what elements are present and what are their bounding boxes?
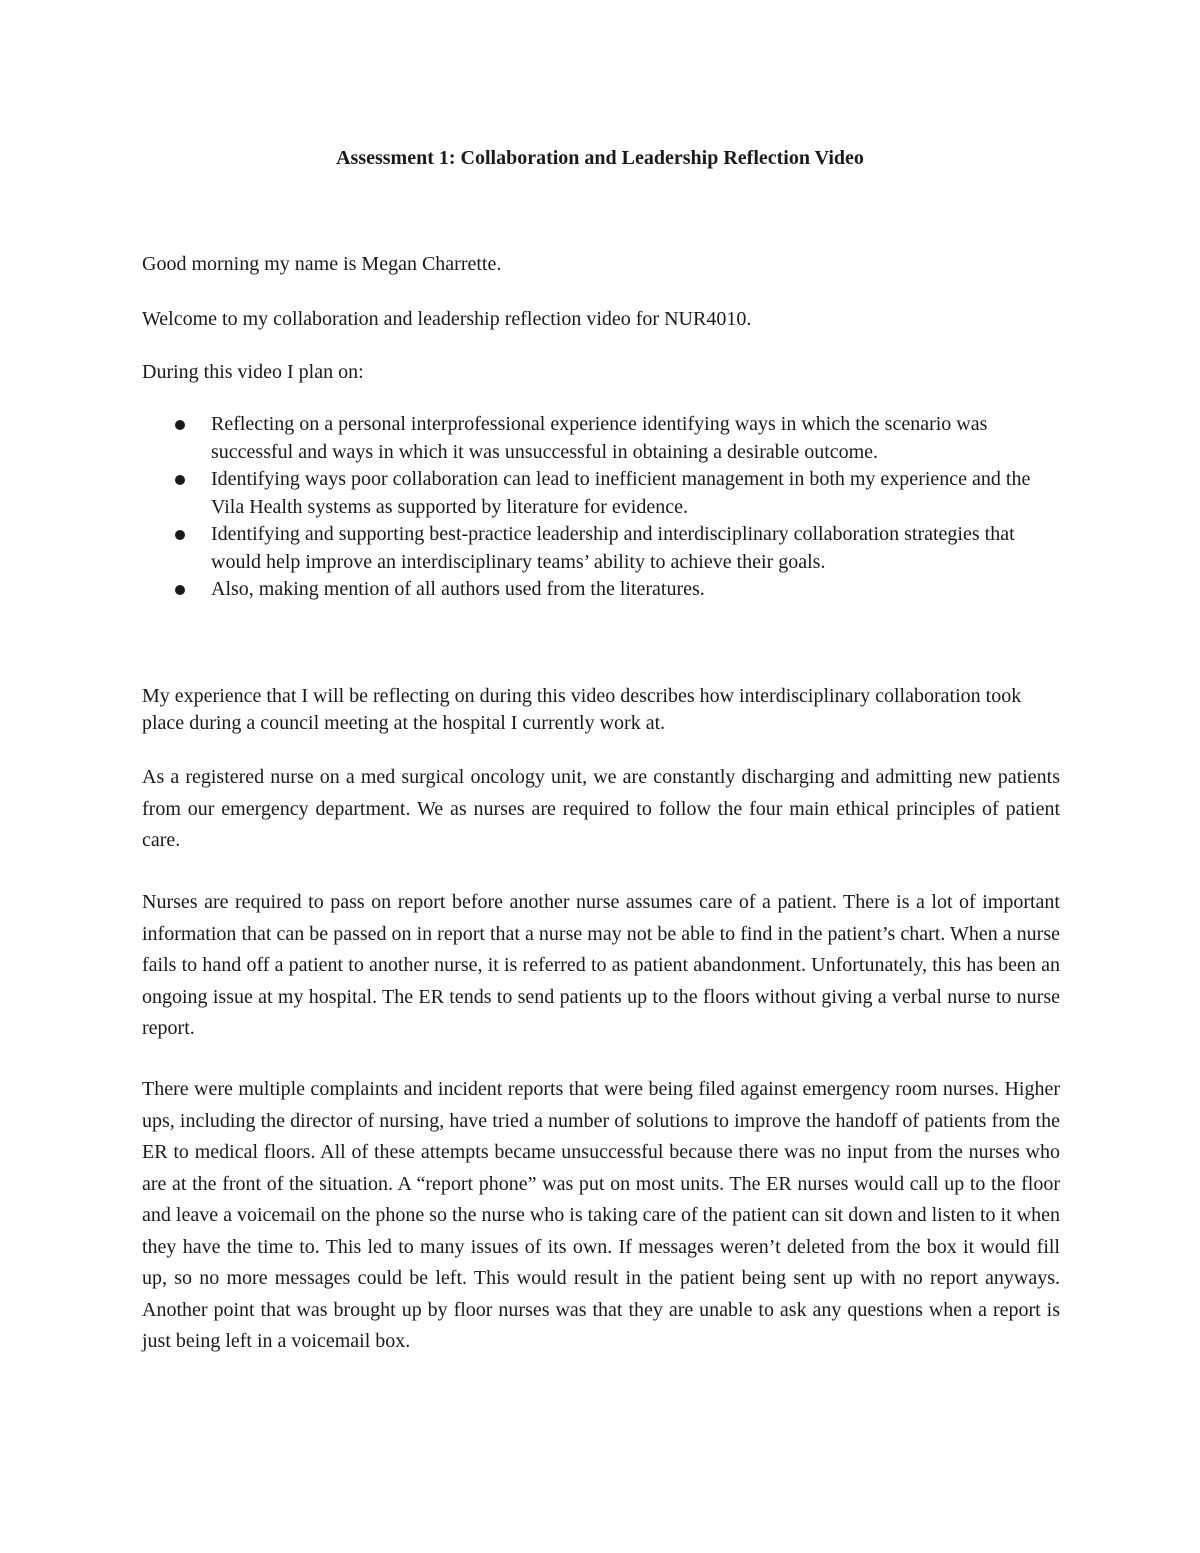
list-item-text: Reflecting on a personal interprofessional experience identifying ways in which the scenario was successful and ways in which it was unsuccessful in obtaining a desirable outcome. (211, 413, 988, 463)
report-paragraph: Nurses are required to pass on report before another nurse assumes care of a patient. There is a lot of important information that can be passed on in report that a nurse may not be able to find in the patient’s chart. When a nurse fails to hand off a patient to another nurse, it is referred to as patient abandonment. Unfortunately, this has been an ongoing issue at my hospital. The ER tends to send patients up to the floors without giving a verbal nurse to nurse report. (142, 891, 1060, 1039)
list-item (142, 521, 1060, 576)
nurse-role-paragraph: As a registered nurse on a med surgical oncology unit, we are constantly discharging and admitting new patients from our emergency department. We as nurses are required to follow the four main ethical principles of patient care. (142, 766, 1060, 851)
complaints-paragraph: There were multiple complaints and incident reports that were being filed against emergency room nurses. Higher ups, including the director of nursing, have tried a number of solutions to improve the handoff of patients from the ER to medical floors. All of these attempts became unsuccessful because there was no input from the nurses who are at the front of the situation. A “report phone” was put on most units. The ER nurses would call up to the floor and leave a voicemail on the phone so the nurse who is taking care of the patient can sit down and listen to it when they have the time to. This led to many issues of its own. If messages weren’t deleted from the box it would fill up, so no more messages could be left. This would result in the patient being sent up with no report anyways. Another point that was brought up by floor nurses was that they are unable to ask any questions when a report is just being left in a voicemail box. (142, 1078, 1060, 1352)
bullet-icon (175, 420, 185, 430)
plan-bullet-list (142, 411, 1060, 604)
list-item (142, 411, 1060, 466)
greeting-paragraph: Good morning my name is Megan Charrette. (142, 253, 502, 275)
experience-paragraph: My experience that I will be reflecting on during this video describes how interdisciplinary collaboration took place during a council meeting at the hospital I currently work at. (142, 685, 1022, 734)
bullet-icon (175, 475, 185, 485)
list-item-text: Also, making mention of all authors used from the literatures. (211, 578, 705, 600)
list-item-text: Identifying and supporting best-practice leadership and interdisciplinary collaboration strategies that would help improve an interdisciplinary teams’ ability to achieve their goals. (211, 523, 1015, 573)
list-item (142, 466, 1060, 521)
bullet-icon (175, 530, 185, 540)
welcome-paragraph: Welcome to my collaboration and leadership reflection video for NUR4010. (142, 308, 752, 330)
document-title: Assessment 1: Collaboration and Leadership Reflection Video (336, 147, 864, 169)
list-item-text: Identifying ways poor collaboration can lead to inefficient management in both my experience and the Vila Health systems as supported by literature for evidence. (211, 468, 1031, 518)
plan-intro-paragraph: During this video I plan on: (142, 361, 364, 383)
list-item (142, 576, 1060, 604)
bullet-icon (175, 585, 185, 595)
